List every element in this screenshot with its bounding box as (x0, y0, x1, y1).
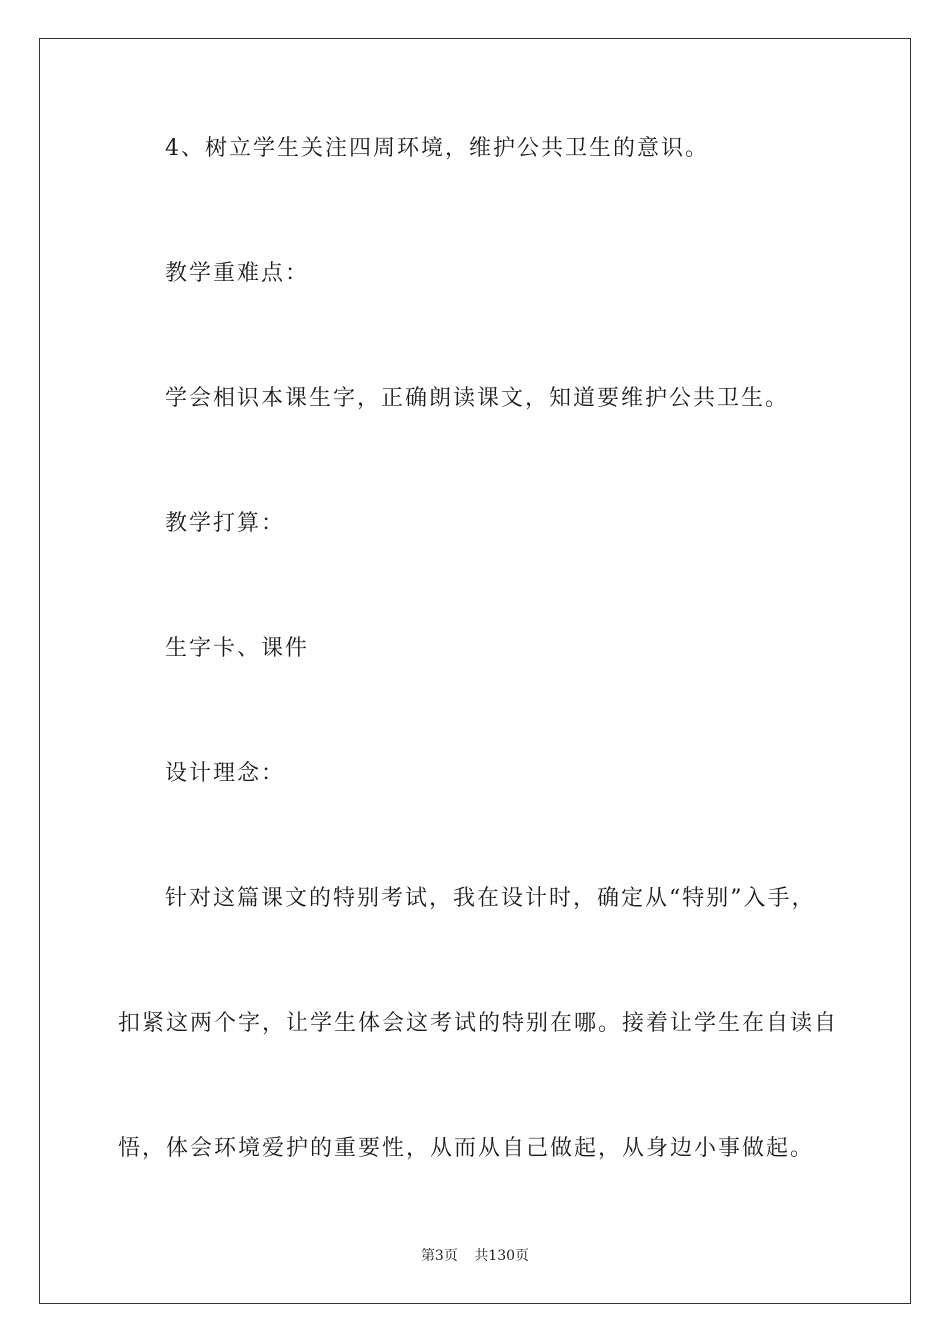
heading-key-points: 教学重难点： (165, 261, 310, 286)
key-points-text: 学会相识本课生字，正确朗读课文，知道要维护公共卫生。 (165, 386, 790, 411)
page-total: 共130页 (474, 1248, 530, 1264)
objective-4: 4、树立学生关注四周环境，维护公共卫生的意识。 (165, 136, 709, 161)
page-number: 第3页 (420, 1248, 458, 1264)
design-concept-line-3: 悟，体会环境爱护的重要性，从而从自己做起，从身边小事做起。 (118, 1136, 815, 1161)
page-border (39, 38, 911, 1304)
design-concept-line-1: 针对这篇课文的特别考试，我在设计时，确定从“特别”入手， (165, 886, 816, 911)
heading-design-concept: 设计理念： (165, 761, 286, 786)
preparation-text: 生字卡、课件 (165, 636, 310, 661)
page-footer (0, 1246, 950, 1266)
design-concept-line-2: 扣紧这两个字，让学生体会这考试的特别在哪。接着让学生在自读自 (118, 1011, 839, 1036)
heading-preparation: 教学打算： (165, 511, 286, 536)
